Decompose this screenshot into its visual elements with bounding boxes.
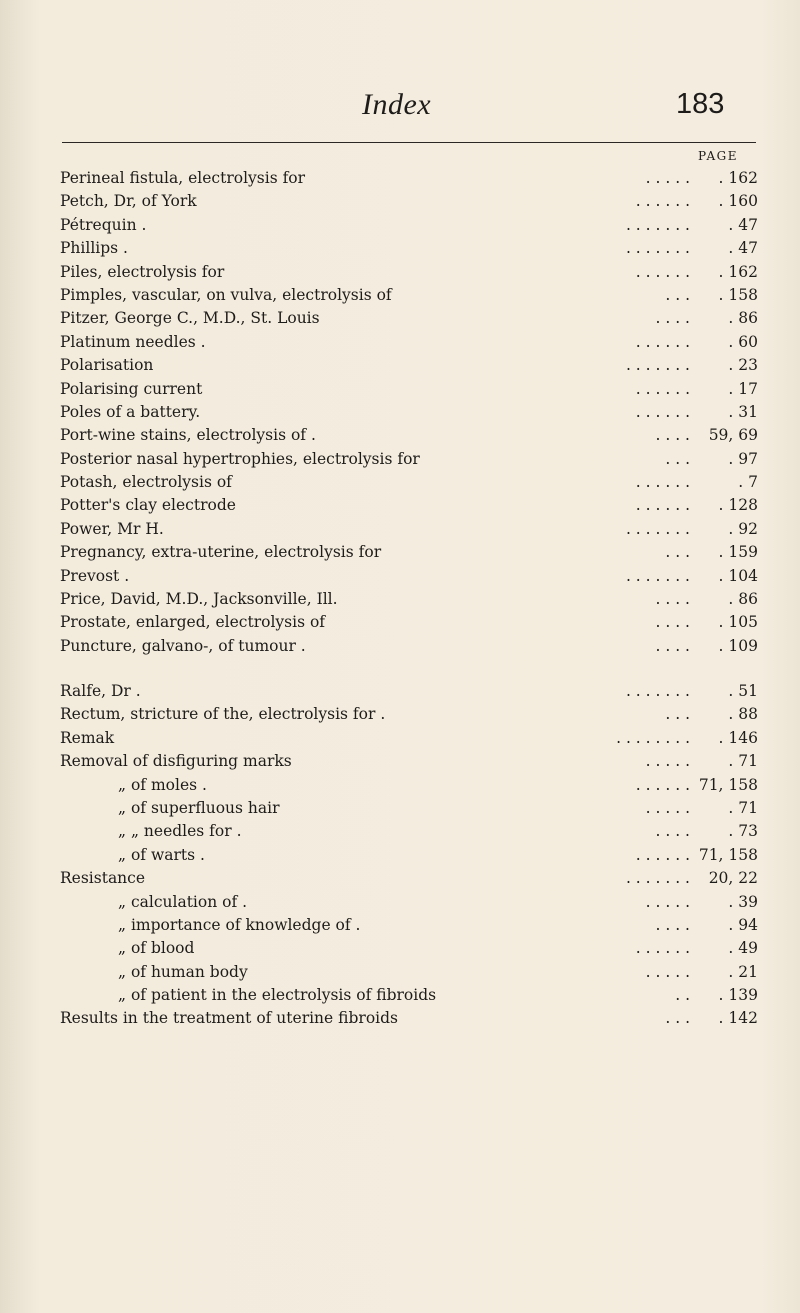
- index-entry: [60, 774, 760, 797]
- dot-leader: . . . . . .: [635, 402, 690, 421]
- entry-page-ref: . 73: [728, 822, 758, 841]
- entry-page-ref: 71, 158: [698, 845, 758, 864]
- entry-label: Power, Mr H.: [60, 519, 164, 538]
- index-entry: [60, 1007, 760, 1030]
- entry-label: Polarisation: [60, 356, 154, 375]
- dot-leader: . . . .: [655, 822, 690, 841]
- dot-leader: . . . . . . .: [625, 566, 690, 585]
- page-number: 183: [676, 88, 725, 120]
- index-entry: [60, 448, 760, 471]
- entry-label: Platinum needles .: [60, 332, 206, 351]
- index-entry: [60, 214, 760, 237]
- entry-label: Pimples, vascular, on vulva, electrolysis of: [60, 285, 392, 304]
- running-title: Index: [362, 88, 432, 121]
- index-section-r: [60, 680, 760, 1031]
- index-entry: [60, 914, 760, 937]
- entry-page-ref: . 146: [718, 728, 758, 747]
- dot-leader: . . .: [665, 705, 690, 724]
- dot-leader: . . . . . .: [635, 262, 690, 281]
- index-entry: [60, 261, 760, 284]
- entry-label: Poles of a battery.: [60, 402, 201, 421]
- dot-leader: . . .: [665, 1009, 690, 1028]
- dot-leader: . . . . .: [645, 962, 690, 981]
- entry-page-ref: . 17: [728, 379, 758, 398]
- index-entry: [60, 891, 760, 914]
- entry-label: Pregnancy, extra-uterine, electrolysis for: [60, 543, 382, 562]
- index-entry: [60, 284, 760, 307]
- entry-label: Phillips .: [60, 239, 128, 258]
- entry-page-ref: . 39: [728, 892, 758, 911]
- entry-label: „ of superfluous hair: [118, 798, 280, 817]
- entry-page-ref: . 109: [718, 636, 758, 655]
- index-entry: [60, 961, 760, 984]
- dot-leader: . . . . . . .: [625, 215, 690, 234]
- entry-page-ref: . 71: [728, 798, 758, 817]
- entry-label: Puncture, galvano-, of tumour .: [60, 636, 306, 655]
- entry-label: Posterior nasal hypertrophies, electrolysis for: [60, 449, 420, 468]
- dot-leader: . . . . .: [645, 169, 690, 187]
- dot-leader: . . . .: [655, 636, 690, 655]
- entry-page-ref: . 97: [728, 449, 758, 468]
- dot-leader: . . . . . .: [635, 496, 690, 515]
- entry-page-ref: . 142: [718, 1009, 758, 1028]
- index-entry: [60, 937, 760, 960]
- dot-leader: . . . . . .: [635, 379, 690, 398]
- page-header: [0, 88, 800, 128]
- entry-label: Potter's clay electrode: [60, 496, 236, 515]
- header-rule: [62, 142, 756, 143]
- index-entry: [60, 867, 760, 890]
- entry-label: Piles, electrolysis for: [60, 262, 225, 281]
- entry-label: Remak: [60, 728, 115, 747]
- dot-leader: . . . .: [655, 309, 690, 328]
- entry-label: Prostate, enlarged, electrolysis of: [60, 613, 326, 632]
- dot-leader: . . . . . .: [635, 192, 690, 211]
- entry-label: „ importance of knowledge of .: [118, 915, 361, 934]
- entry-page-ref: . 162: [718, 262, 758, 281]
- dot-leader: . . . .: [655, 613, 690, 632]
- dot-leader: . . . . . .: [635, 332, 690, 351]
- entry-page-ref: . 51: [728, 682, 758, 700]
- dot-leader: . . . .: [655, 426, 690, 445]
- dot-leader: . . . . .: [645, 798, 690, 817]
- entry-label: Price, David, M.D., Jacksonville, Ill.: [60, 590, 338, 609]
- index-entry: [60, 494, 760, 517]
- entry-page-ref: . 128: [718, 496, 758, 515]
- entry-page-ref: . 86: [728, 309, 758, 328]
- entry-page-ref: . 47: [728, 215, 758, 234]
- index-entry: [60, 984, 760, 1007]
- index-entry: [60, 237, 760, 260]
- entry-label: „ calculation of .: [118, 892, 248, 911]
- index-entry: [60, 424, 760, 447]
- index-entry: [60, 378, 760, 401]
- entry-page-ref: . 105: [718, 613, 758, 632]
- index-entry: [60, 331, 760, 354]
- dot-leader: . .: [675, 986, 690, 1005]
- index-entry: [60, 354, 760, 377]
- entry-page-ref: . 23: [728, 356, 758, 375]
- index-entry: [60, 471, 760, 494]
- index-entry: [60, 401, 760, 424]
- entry-label: Pétrequin .: [60, 215, 147, 234]
- index-entry: [60, 750, 760, 773]
- entry-label: Potash, electrolysis of: [60, 473, 232, 492]
- entry-page-ref: 71, 158: [698, 775, 758, 794]
- entry-page-ref: . 104: [718, 566, 758, 585]
- entry-page-ref: . 158: [718, 285, 758, 304]
- dot-leader: . . .: [665, 285, 690, 304]
- dot-leader: . . . . . . .: [625, 682, 690, 700]
- dot-leader: . . . . .: [645, 892, 690, 911]
- index-entry: [60, 680, 760, 703]
- dot-leader: . . . . . .: [635, 473, 690, 492]
- entry-page-ref: . 160: [718, 192, 758, 211]
- entry-label: „ of patient in the electrolysis of fibroids: [118, 986, 437, 1005]
- entry-label: Results in the treatment of uterine fibroids: [60, 1009, 398, 1028]
- entry-page-ref: . 60: [728, 332, 758, 351]
- index-entry: [60, 727, 760, 750]
- dot-leader: . . . . . . . .: [616, 728, 690, 747]
- entry-label: „ of blood: [118, 939, 195, 958]
- entry-label: Polarising current: [60, 379, 203, 398]
- entry-page-ref: . 139: [718, 986, 758, 1005]
- index-section-p: [60, 167, 760, 658]
- dot-leader: . . . .: [655, 590, 690, 609]
- entry-label: Petch, Dr, of York: [60, 192, 197, 211]
- entry-label: „ „ needles for .: [118, 822, 242, 841]
- index-entry: [60, 518, 760, 541]
- entry-label: Pitzer, George C., M.D., St. Louis: [60, 309, 320, 328]
- entry-page-ref: . 49: [728, 939, 758, 958]
- entry-page-ref: 59, 69: [708, 426, 758, 445]
- dot-leader: . . . . . . .: [625, 356, 690, 375]
- entry-label: Ralfe, Dr .: [60, 682, 141, 700]
- dot-leader: . . . .: [655, 915, 690, 934]
- dot-leader: . . . . . .: [635, 775, 690, 794]
- index-entry: [60, 541, 760, 564]
- entry-label: Port-wine stains, electrolysis of .: [60, 426, 316, 445]
- dot-leader: . . . . . . .: [625, 239, 690, 258]
- entry-page-ref: . 92: [728, 519, 758, 538]
- index-entry: [60, 797, 760, 820]
- entry-page-ref: . 86: [728, 590, 758, 609]
- entry-page-ref: . 31: [728, 402, 758, 421]
- entry-label: „ of warts .: [118, 845, 205, 864]
- index-entry: [60, 190, 760, 213]
- dot-leader: . . . . .: [645, 752, 690, 771]
- index-entry: [60, 565, 760, 588]
- index-entry: [60, 167, 760, 190]
- dot-leader: . . . . . .: [635, 939, 690, 958]
- dot-leader: . . . . . .: [635, 845, 690, 864]
- entry-page-ref: . 88: [728, 705, 758, 724]
- index-entry: [60, 844, 760, 867]
- entry-page-ref: . 159: [718, 543, 758, 562]
- entry-label: „ of moles .: [118, 775, 207, 794]
- entry-page-ref: . 47: [728, 239, 758, 258]
- index-entry: [60, 635, 760, 658]
- dot-leader: . . .: [665, 543, 690, 562]
- entry-label: Resistance: [60, 869, 146, 888]
- entry-label: Rectum, stricture of the, electrolysis for .: [60, 705, 386, 724]
- entry-label: Perineal fistula, electrolysis for: [60, 169, 306, 187]
- dot-leader: . . . . . . .: [625, 869, 690, 888]
- entry-page-ref: . 21: [728, 962, 758, 981]
- entry-page-ref: . 162: [718, 169, 758, 187]
- page-column-heading: PAGE: [698, 149, 738, 163]
- index-entry: [60, 307, 760, 330]
- dot-leader: . . .: [665, 449, 690, 468]
- entry-page-ref: . 7: [738, 473, 758, 492]
- entry-label: Prevost .: [60, 566, 130, 585]
- dot-leader: . . . . . . .: [625, 519, 690, 538]
- entry-page-ref: . 94: [728, 915, 758, 934]
- entry-label: Removal of disfiguring marks: [60, 752, 292, 771]
- index-entry: [60, 588, 760, 611]
- entry-label: „ of human body: [118, 962, 248, 981]
- entry-page-ref: . 71: [728, 752, 758, 771]
- index-entry: [60, 703, 760, 726]
- entry-page-ref: 20, 22: [708, 869, 758, 888]
- index-entry: [60, 820, 760, 843]
- index-entry: [60, 611, 760, 634]
